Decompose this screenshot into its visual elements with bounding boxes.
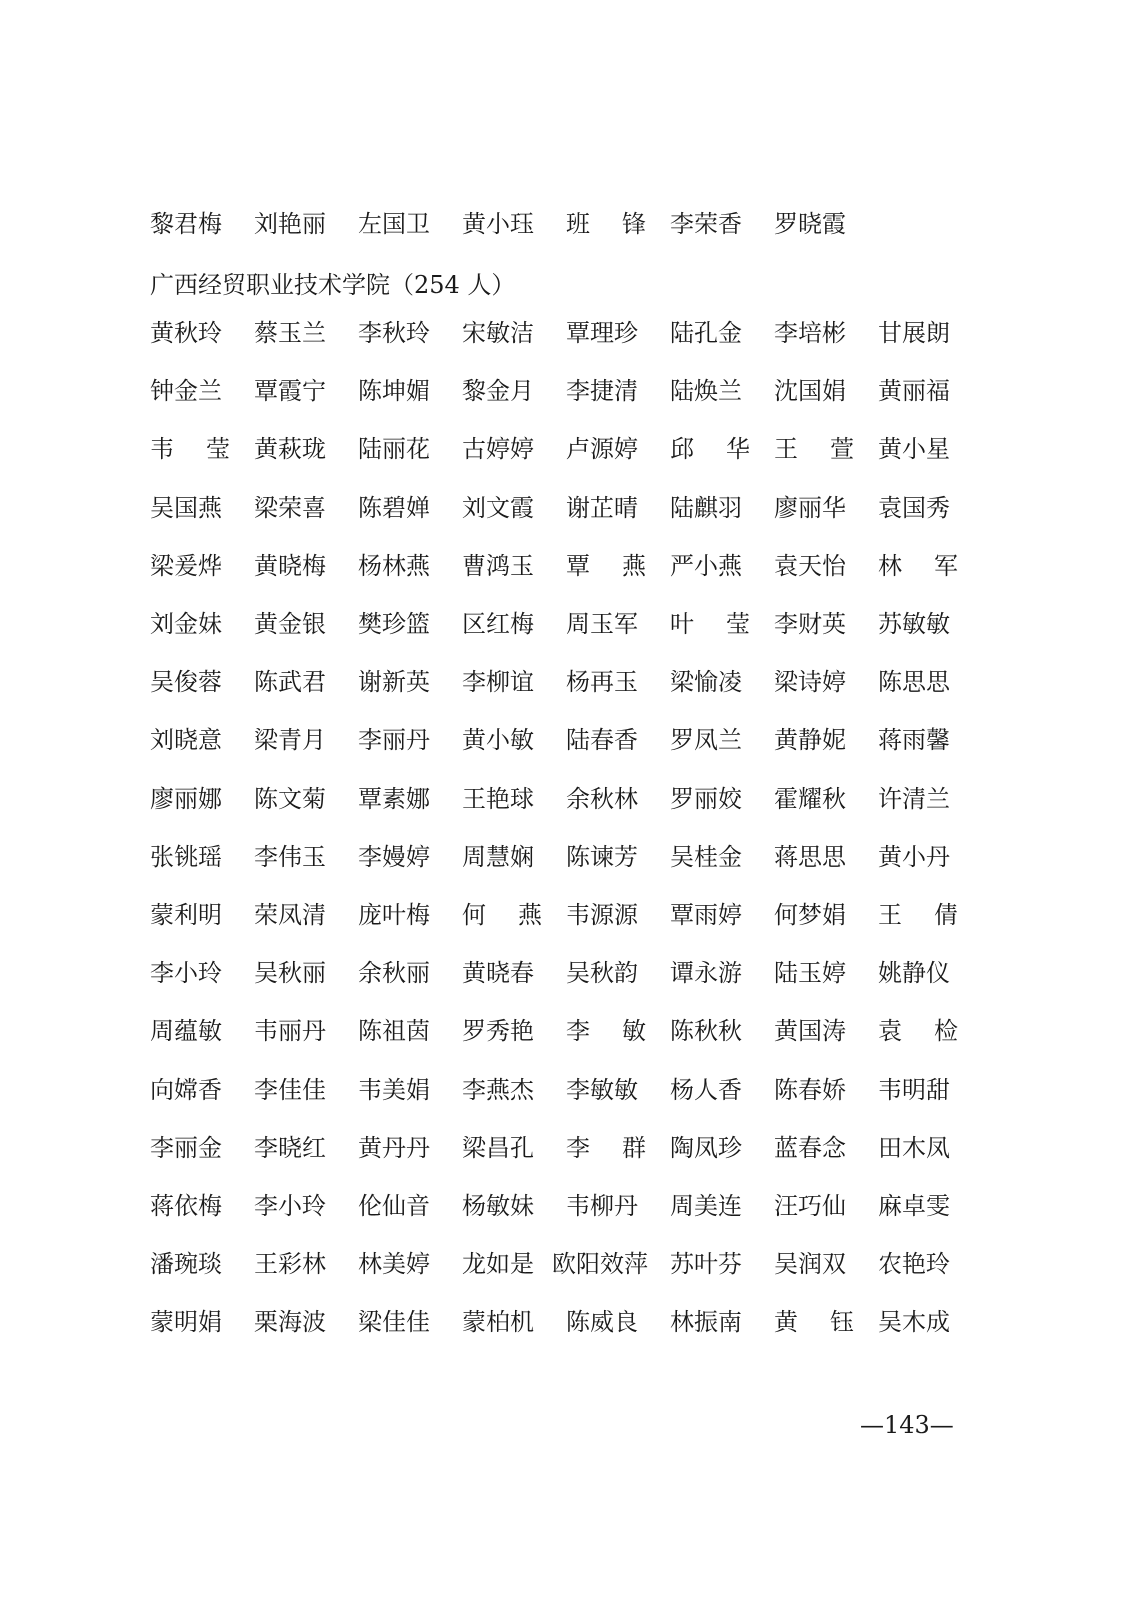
name-entry: 李群 — [566, 1134, 678, 1162]
page-number: —143— — [860, 1411, 954, 1439]
name-entry: 沈国娟 — [774, 377, 846, 405]
name-row — [150, 1247, 980, 1281]
name-row — [150, 1189, 980, 1223]
name-entry: 甘展朗 — [878, 319, 950, 347]
name-entry: 陈祖茵 — [358, 1017, 430, 1045]
name-entry: 黄晓春 — [462, 959, 534, 987]
name-entry: 张铫瑶 — [150, 843, 222, 871]
name-entry: 李伟玉 — [254, 843, 326, 871]
name-entry: 黎金月 — [462, 377, 534, 405]
name-entry: 吴国燕 — [150, 494, 222, 522]
name-entry: 欧阳效萍 — [552, 1250, 648, 1278]
name-entry: 梁愉凌 — [670, 668, 742, 696]
name-entry: 黄静妮 — [774, 726, 846, 754]
name-entry: 刘金妹 — [150, 610, 222, 638]
name-entry: 梁昌孔 — [462, 1134, 534, 1162]
name-entry: 何梦娟 — [774, 901, 846, 929]
name-entry: 叶莹 — [670, 610, 782, 638]
name-entry: 王彩林 — [254, 1250, 326, 1278]
name-row — [150, 432, 980, 466]
name-entry: 韦源源 — [566, 901, 638, 929]
name-row — [150, 316, 980, 350]
name-entry: 黄金银 — [254, 610, 326, 638]
name-row — [150, 374, 980, 408]
name-row — [150, 898, 990, 932]
name-entry: 陈谏芳 — [566, 843, 638, 871]
name-entry: 李丽金 — [150, 1134, 222, 1162]
name-entry: 蔡玉兰 — [254, 319, 326, 347]
name-entry: 罗秀艳 — [462, 1017, 534, 1045]
name-entry: 陆玉婷 — [774, 959, 846, 987]
name-entry: 陆春香 — [566, 726, 638, 754]
name-entry: 严小燕 — [670, 552, 742, 580]
name-entry: 陆焕兰 — [670, 377, 742, 405]
name-row — [150, 491, 980, 525]
name-entry: 覃素娜 — [358, 785, 430, 813]
name-entry: 陈文菊 — [254, 785, 326, 813]
name-entry: 陈秋秋 — [670, 1017, 742, 1045]
name-entry: 向嫦香 — [150, 1076, 222, 1104]
name-entry: 蒙利明 — [150, 901, 222, 929]
name-entry: 韦明甜 — [878, 1076, 950, 1104]
name-entry: 曹鸿玉 — [462, 552, 534, 580]
name-entry: 李小玲 — [150, 959, 222, 987]
name-entry: 林军 — [878, 552, 990, 580]
name-entry: 区红梅 — [462, 610, 534, 638]
name-entry: 李佳佳 — [254, 1076, 326, 1104]
name-entry: 黄秋玲 — [150, 319, 222, 347]
name-entry: 黄国涛 — [774, 1017, 846, 1045]
name-entry: 庞叶梅 — [358, 901, 430, 929]
name-entry: 梁爰烨 — [150, 552, 222, 580]
name-entry: 王萱 — [774, 435, 886, 463]
name-entry: 林美婷 — [358, 1250, 430, 1278]
name-entry: 杨再玉 — [566, 668, 638, 696]
name-entry: 苏叶芬 — [670, 1250, 742, 1278]
name-entry: 李捷清 — [566, 377, 638, 405]
name-entry: 周玉军 — [566, 610, 638, 638]
name-entry: 李敏敏 — [566, 1076, 638, 1104]
name-entry: 李丽丹 — [358, 726, 430, 754]
section-title: 广西经贸职业技术学院（254 人） — [150, 271, 516, 299]
name-entry: 古婷婷 — [462, 435, 534, 463]
name-entry: 李小玲 — [254, 1192, 326, 1220]
name-entry: 林振南 — [670, 1308, 742, 1336]
name-entry: 吴秋丽 — [254, 959, 326, 987]
name-entry: 黄小丹 — [878, 843, 950, 871]
name-row — [150, 1014, 990, 1048]
name-entry: 袁天怡 — [774, 552, 846, 580]
name-entry: 谢芷晴 — [566, 494, 638, 522]
name-entry: 姚静仪 — [878, 959, 950, 987]
name-entry: 李荣香 — [670, 210, 742, 238]
name-entry: 蓝春念 — [774, 1134, 846, 1162]
name-entry: 汪巧仙 — [774, 1192, 846, 1220]
name-entry: 覃理珍 — [566, 319, 638, 347]
name-entry: 蒋思思 — [774, 843, 846, 871]
name-entry: 李柳谊 — [462, 668, 534, 696]
name-entry: 韦美娟 — [358, 1076, 430, 1104]
name-entry: 王倩 — [878, 901, 990, 929]
name-entry: 杨人香 — [670, 1076, 742, 1104]
name-row — [150, 1131, 980, 1165]
name-entry: 韦柳丹 — [566, 1192, 638, 1220]
name-entry: 左国卫 — [358, 210, 430, 238]
name-entry: 田木凤 — [878, 1134, 950, 1162]
name-entry: 蒙柏机 — [462, 1308, 534, 1336]
name-entry: 霍耀秋 — [774, 785, 846, 813]
name-entry: 黄丹丹 — [358, 1134, 430, 1162]
name-entry: 邱华 — [670, 435, 782, 463]
name-entry: 蒋雨馨 — [878, 726, 950, 754]
name-entry: 苏敏敏 — [878, 610, 950, 638]
name-entry: 李秋玲 — [358, 319, 430, 347]
name-entry: 陈思思 — [878, 668, 950, 696]
name-entry: 王艳球 — [462, 785, 534, 813]
name-entry: 陶凤珍 — [670, 1134, 742, 1162]
name-row — [150, 1073, 980, 1107]
name-entry: 吴秋韵 — [566, 959, 638, 987]
name-row — [150, 782, 980, 816]
name-entry: 周蕴敏 — [150, 1017, 222, 1045]
name-entry: 覃雨婷 — [670, 901, 742, 929]
name-entry: 卢源婷 — [566, 435, 638, 463]
name-entry: 陈春娇 — [774, 1076, 846, 1104]
name-entry: 陈威良 — [566, 1308, 638, 1336]
name-entry: 李嫚婷 — [358, 843, 430, 871]
name-entry: 刘晓意 — [150, 726, 222, 754]
name-entry: 廖丽华 — [774, 494, 846, 522]
name-entry: 黄小珏 — [462, 210, 534, 238]
name-entry: 李财英 — [774, 610, 846, 638]
name-entry: 覃燕 — [566, 552, 678, 580]
name-row — [150, 607, 980, 641]
preceding-name-row — [150, 207, 980, 241]
name-row — [150, 549, 990, 583]
name-entry: 刘艳丽 — [254, 210, 326, 238]
name-entry: 麻卓雯 — [878, 1192, 950, 1220]
name-entry: 农艳玲 — [878, 1250, 950, 1278]
name-entry: 黄丽福 — [878, 377, 950, 405]
name-entry: 陆麒羽 — [670, 494, 742, 522]
name-entry: 李培彬 — [774, 319, 846, 347]
name-entry: 袁检 — [878, 1017, 990, 1045]
name-entry: 谢新英 — [358, 668, 430, 696]
name-entry: 陆孔金 — [670, 319, 742, 347]
name-entry: 罗晓霞 — [774, 210, 846, 238]
name-row — [150, 840, 980, 874]
name-entry: 梁诗婷 — [774, 668, 846, 696]
name-entry: 罗丽姣 — [670, 785, 742, 813]
name-entry: 宋敏洁 — [462, 319, 534, 347]
name-entry: 班锋 — [566, 210, 678, 238]
name-row — [150, 723, 980, 757]
name-entry: 余秋丽 — [358, 959, 430, 987]
name-entry: 韦丽丹 — [254, 1017, 326, 1045]
name-entry: 黎君梅 — [150, 210, 222, 238]
name-entry: 罗凤兰 — [670, 726, 742, 754]
name-entry: 梁青月 — [254, 726, 326, 754]
name-row — [150, 665, 980, 699]
name-entry: 吴木成 — [878, 1308, 950, 1336]
name-row — [150, 956, 980, 990]
name-row — [150, 1305, 980, 1339]
name-entry: 吴桂金 — [670, 843, 742, 871]
name-entry: 陈碧婵 — [358, 494, 430, 522]
name-entry: 伦仙音 — [358, 1192, 430, 1220]
name-entry: 杨林燕 — [358, 552, 430, 580]
name-entry: 谭永游 — [670, 959, 742, 987]
name-entry: 刘文霞 — [462, 494, 534, 522]
name-entry: 黄小星 — [878, 435, 950, 463]
name-entry: 钟金兰 — [150, 377, 222, 405]
name-entry: 蒙明娟 — [150, 1308, 222, 1336]
name-entry: 黄小敏 — [462, 726, 534, 754]
name-entry: 黄晓梅 — [254, 552, 326, 580]
name-entry: 李燕杰 — [462, 1076, 534, 1104]
name-entry: 袁国秀 — [878, 494, 950, 522]
name-entry: 樊珍篮 — [358, 610, 430, 638]
name-entry: 覃霞宁 — [254, 377, 326, 405]
name-entry: 李敏 — [566, 1017, 678, 1045]
name-entry: 陈武君 — [254, 668, 326, 696]
name-entry: 荣凤清 — [254, 901, 326, 929]
name-entry: 周慧娴 — [462, 843, 534, 871]
name-entry: 龙如是 — [462, 1250, 534, 1278]
name-entry: 余秋林 — [566, 785, 638, 813]
name-entry: 梁佳佳 — [358, 1308, 430, 1336]
name-entry: 杨敏妹 — [462, 1192, 534, 1220]
name-entry: 陆丽花 — [358, 435, 430, 463]
name-entry: 韦莹 — [150, 435, 262, 463]
name-entry: 梁荣喜 — [254, 494, 326, 522]
name-entry: 周美连 — [670, 1192, 742, 1220]
name-entry: 何燕 — [462, 901, 574, 929]
name-entry: 李晓红 — [254, 1134, 326, 1162]
name-entry: 吴俊蓉 — [150, 668, 222, 696]
name-entry: 潘琬琰 — [150, 1250, 222, 1278]
name-entry: 黄萩珑 — [254, 435, 326, 463]
name-entry: 吴润双 — [774, 1250, 846, 1278]
name-entry: 陈坤媚 — [358, 377, 430, 405]
name-entry: 蒋依梅 — [150, 1192, 222, 1220]
name-entry: 廖丽娜 — [150, 785, 222, 813]
name-entry: 许清兰 — [878, 785, 950, 813]
name-entry: 黄钰 — [774, 1308, 886, 1336]
name-entry: 栗海波 — [254, 1308, 326, 1336]
